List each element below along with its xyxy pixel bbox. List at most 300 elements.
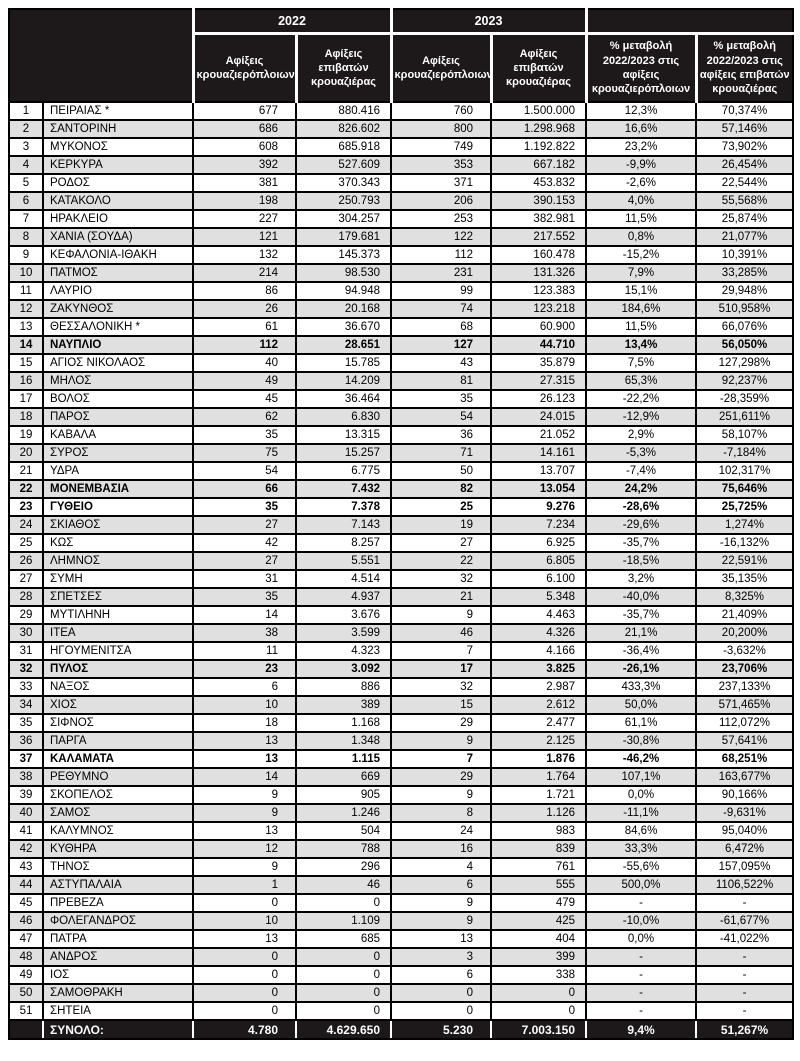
ships-2022: 14 [193, 768, 296, 786]
pct-change-ships: 11,5% [586, 210, 696, 228]
row-number: 9 [9, 246, 43, 264]
pct-change-passengers: 92,237% [696, 372, 793, 390]
pct-change-passengers: 75,646% [696, 480, 793, 498]
row-number: 38 [9, 768, 43, 786]
row-number: 33 [9, 678, 43, 696]
pct-change-passengers: 29,948% [696, 282, 793, 300]
port-name: ΘΕΣΣΑΛΟΝΙΚΗ * [43, 318, 193, 336]
pct-change-passengers: 237,133% [696, 678, 793, 696]
ships-2023: 19 [391, 516, 491, 534]
row-number: 15 [9, 354, 43, 372]
pct-change-ships: -46,2% [586, 750, 696, 768]
ships-2022: 198 [193, 192, 296, 210]
port-name: ΛΗΜΝΟΣ [43, 552, 193, 570]
port-name: ΗΡΑΚΛΕΙΟ [43, 210, 193, 228]
port-name: ΤΗΝΟΣ [43, 858, 193, 876]
pct-change-ships: -10,0% [586, 912, 696, 930]
row-number: 39 [9, 786, 43, 804]
pct-change-passengers: - [696, 894, 793, 912]
port-name: ΚΑΛΥΜΝΟΣ [43, 822, 193, 840]
col-header-ships-2023: Αφίξεις κρουαζιερόπλοιων [391, 34, 491, 103]
ships-2023: 0 [391, 984, 491, 1002]
pct-change-ships: 16,6% [586, 120, 696, 138]
port-name: ΣΠΕΤΣΕΣ [43, 588, 193, 606]
passengers-2023: 217.552 [491, 228, 586, 246]
col-header-pct-change-passengers: % μεταβολή 2022/2023 στις αφίξεις επιβατών κρουαζιέρας [696, 34, 793, 103]
pct-change-passengers: - [696, 948, 793, 966]
passengers-2023: 26.123 [491, 390, 586, 408]
passengers-2022: 145.373 [296, 246, 391, 264]
passengers-2023: 338 [491, 966, 586, 984]
row-number: 20 [9, 444, 43, 462]
pct-change-ships: -28,6% [586, 498, 696, 516]
row-number: 41 [9, 822, 43, 840]
pct-change-passengers: 112,072% [696, 714, 793, 732]
ships-2023: 29 [391, 714, 491, 732]
ships-2022: 13 [193, 930, 296, 948]
passengers-2022: 0 [296, 948, 391, 966]
passengers-2022: 7.432 [296, 480, 391, 498]
pct-change-passengers: 90,166% [696, 786, 793, 804]
pct-change-passengers: -3,632% [696, 642, 793, 660]
passengers-2022: 0 [296, 966, 391, 984]
ships-2023: 43 [391, 354, 491, 372]
ships-2023: 9 [391, 786, 491, 804]
port-name: ΝΑΞΟΣ [43, 678, 193, 696]
pct-change-passengers: 157,095% [696, 858, 793, 876]
pct-change-ships: 65,3% [586, 372, 696, 390]
passengers-2023: 1.876 [491, 750, 586, 768]
row-number: 4 [9, 156, 43, 174]
table-row [9, 750, 793, 768]
row-number: 42 [9, 840, 43, 858]
pct-change-ships: 500,0% [586, 876, 696, 894]
ships-2023: 122 [391, 228, 491, 246]
passengers-2023: 0 [491, 1002, 586, 1020]
pct-change-ships: 13,4% [586, 336, 696, 354]
passengers-2022: 0 [296, 894, 391, 912]
ships-2022: 75 [193, 444, 296, 462]
passengers-2022: 8.257 [296, 534, 391, 552]
table-row [9, 372, 793, 390]
ships-2022: 26 [193, 300, 296, 318]
passengers-2023: 3.825 [491, 660, 586, 678]
table-row [9, 714, 793, 732]
pct-change-ships: 7,5% [586, 354, 696, 372]
passengers-2022: 3.676 [296, 606, 391, 624]
port-name: ΡΟΔΟΣ [43, 174, 193, 192]
pct-change-passengers: 70,374% [696, 102, 793, 120]
port-name: ΖΑΚΥΝΘΟΣ [43, 300, 193, 318]
ships-2023: 9 [391, 894, 491, 912]
row-number: 16 [9, 372, 43, 390]
pct-change-ships: -5,3% [586, 444, 696, 462]
row-number: 12 [9, 300, 43, 318]
passengers-2022: 1.348 [296, 732, 391, 750]
table-row [9, 768, 793, 786]
total-row [9, 1020, 793, 1039]
pct-change-passengers: 21,409% [696, 606, 793, 624]
passengers-2022: 36.670 [296, 318, 391, 336]
pct-change-ships: -7,4% [586, 462, 696, 480]
row-number: 44 [9, 876, 43, 894]
pct-change-passengers: 102,317% [696, 462, 793, 480]
row-number: 14 [9, 336, 43, 354]
row-number: 43 [9, 858, 43, 876]
row-number: 36 [9, 732, 43, 750]
row-number: 31 [9, 642, 43, 660]
port-name: ΚΑΛΑΜΑΤΑ [43, 750, 193, 768]
pct-change-ships: -55,6% [586, 858, 696, 876]
ships-2023: 27 [391, 534, 491, 552]
ships-2022: 0 [193, 984, 296, 1002]
total-ships-2023: 5.230 [391, 1020, 491, 1039]
row-number: 32 [9, 660, 43, 678]
row-number: 7 [9, 210, 43, 228]
passengers-2023: 4.166 [491, 642, 586, 660]
row-number: 23 [9, 498, 43, 516]
passengers-2022: 527.609 [296, 156, 391, 174]
pct-change-passengers: 66,076% [696, 318, 793, 336]
table-row [9, 624, 793, 642]
table-row [9, 840, 793, 858]
row-number: 5 [9, 174, 43, 192]
passengers-2022: 685 [296, 930, 391, 948]
passengers-2023: 9.276 [491, 498, 586, 516]
ships-2022: 45 [193, 390, 296, 408]
pct-change-passengers: 8,325% [696, 588, 793, 606]
ships-2023: 8 [391, 804, 491, 822]
table-row [9, 354, 793, 372]
table-row [9, 966, 793, 984]
pct-change-ships: -2,6% [586, 174, 696, 192]
pct-change-passengers: 23,706% [696, 660, 793, 678]
pct-change-passengers: -16,132% [696, 534, 793, 552]
ships-2023: 6 [391, 876, 491, 894]
pct-change-passengers: - [696, 1002, 793, 1020]
passengers-2022: 98.530 [296, 264, 391, 282]
port-name: ΠΑΡΟΣ [43, 408, 193, 426]
ships-2022: 392 [193, 156, 296, 174]
passengers-2023: 160.478 [491, 246, 586, 264]
port-name: ΡΕΘΥΜΝΟ [43, 768, 193, 786]
pct-change-ships: 12,3% [586, 102, 696, 120]
passengers-2023: 425 [491, 912, 586, 930]
table-row [9, 930, 793, 948]
passengers-2023: 1.192.822 [491, 138, 586, 156]
passengers-2023: 2.987 [491, 678, 586, 696]
ships-2022: 27 [193, 552, 296, 570]
pct-change-ships: -35,7% [586, 534, 696, 552]
pct-change-passengers: 68,251% [696, 750, 793, 768]
ships-2023: 54 [391, 408, 491, 426]
pct-change-passengers: 95,040% [696, 822, 793, 840]
port-name: ΚΑΤΑΚΟΛΟ [43, 192, 193, 210]
pct-change-passengers: - [696, 984, 793, 1002]
port-name: ΠΑΤΡΑ [43, 930, 193, 948]
passengers-2023: 4.463 [491, 606, 586, 624]
ships-2022: 14 [193, 606, 296, 624]
port-name: ΣΑΜΟΣ [43, 804, 193, 822]
port-name: ΚΕΦΑΛΟΝΙΑ-ΙΘΑΚΗ [43, 246, 193, 264]
passengers-2022: 905 [296, 786, 391, 804]
pct-change-passengers: 26,454% [696, 156, 793, 174]
passengers-2023: 44.710 [491, 336, 586, 354]
corner-cell [9, 9, 193, 102]
passengers-2022: 886 [296, 678, 391, 696]
port-name: ΑΓΙΟΣ ΝΙΚΟΛΑΟΣ [43, 354, 193, 372]
pct-change-ships: - [586, 948, 696, 966]
port-name: ΣΑΝΤΟΡΙΝΗ [43, 120, 193, 138]
table-row [9, 516, 793, 534]
passengers-2023: 24.015 [491, 408, 586, 426]
table-row [9, 174, 793, 192]
port-name: ΑΝΔΡΟΣ [43, 948, 193, 966]
pct-change-ships: -22,2% [586, 390, 696, 408]
passengers-2023: 1.298.968 [491, 120, 586, 138]
total-pct-change-ships: 9,4% [586, 1020, 696, 1039]
passengers-2022: 250.793 [296, 192, 391, 210]
pct-change-passengers: 163,677% [696, 768, 793, 786]
ships-2022: 132 [193, 246, 296, 264]
port-name: ΠΥΛΟΣ [43, 660, 193, 678]
pct-change-passengers: 33,285% [696, 264, 793, 282]
passengers-2022: 669 [296, 768, 391, 786]
table-row [9, 876, 793, 894]
pct-change-passengers: 22,591% [696, 552, 793, 570]
table-row [9, 102, 793, 120]
pct-change-passengers: 57,641% [696, 732, 793, 750]
port-name: ΚΩΣ [43, 534, 193, 552]
passengers-2023: 1.126 [491, 804, 586, 822]
row-number: 47 [9, 930, 43, 948]
row-number: 49 [9, 966, 43, 984]
ships-2023: 800 [391, 120, 491, 138]
pct-change-ships: 0,8% [586, 228, 696, 246]
passengers-2022: 826.602 [296, 120, 391, 138]
pct-change-ships: -40,0% [586, 588, 696, 606]
passengers-2022: 7.378 [296, 498, 391, 516]
passengers-2023: 131.326 [491, 264, 586, 282]
ships-2023: 371 [391, 174, 491, 192]
passengers-2023: 1.721 [491, 786, 586, 804]
passengers-2023: 2.125 [491, 732, 586, 750]
pct-change-ships: -36,4% [586, 642, 696, 660]
ships-2023: 0 [391, 1002, 491, 1020]
total-label: ΣΥΝΟΛΟ: [43, 1020, 193, 1039]
ships-2023: 71 [391, 444, 491, 462]
pct-change-ships: - [586, 984, 696, 1002]
passengers-2023: 399 [491, 948, 586, 966]
table-row [9, 300, 793, 318]
ships-2022: 0 [193, 1002, 296, 1020]
pct-change-ships: 21,1% [586, 624, 696, 642]
passengers-2023: 6.925 [491, 534, 586, 552]
port-name: ΥΔΡΑ [43, 462, 193, 480]
ships-2023: 7 [391, 750, 491, 768]
passengers-2022: 28.651 [296, 336, 391, 354]
passengers-2022: 5.551 [296, 552, 391, 570]
table-row [9, 534, 793, 552]
port-name: ΠΑΤΜΟΣ [43, 264, 193, 282]
pct-change-passengers: 127,298% [696, 354, 793, 372]
passengers-2022: 788 [296, 840, 391, 858]
pct-change-ships: -11,1% [586, 804, 696, 822]
row-number: 11 [9, 282, 43, 300]
ships-2023: 17 [391, 660, 491, 678]
passengers-2022: 880.416 [296, 102, 391, 120]
ships-2022: 0 [193, 966, 296, 984]
ships-2023: 68 [391, 318, 491, 336]
ships-2022: 6 [193, 678, 296, 696]
col-header-passengers-2022: Αφίξεις επιβατών κρουαζιέρας [296, 34, 391, 103]
table-row [9, 858, 793, 876]
ships-2022: 86 [193, 282, 296, 300]
pct-change-passengers: 6,472% [696, 840, 793, 858]
passengers-2023: 983 [491, 822, 586, 840]
passengers-2022: 304.257 [296, 210, 391, 228]
port-name: ΑΣΤΥΠΑΛΑΙΑ [43, 876, 193, 894]
table-row [9, 894, 793, 912]
row-number: 17 [9, 390, 43, 408]
passengers-2023: 123.218 [491, 300, 586, 318]
ships-2023: 127 [391, 336, 491, 354]
pct-change-passengers: -9,631% [696, 804, 793, 822]
row-number: 35 [9, 714, 43, 732]
row-number: 48 [9, 948, 43, 966]
port-name: ΜΗΛΟΣ [43, 372, 193, 390]
passengers-2022: 94.948 [296, 282, 391, 300]
total-pct-change-passengers: 51,267% [696, 1020, 793, 1039]
passengers-2023: 1.764 [491, 768, 586, 786]
port-name: ΧΙΟΣ [43, 696, 193, 714]
pct-change-passengers: 25,725% [696, 498, 793, 516]
table-row [9, 210, 793, 228]
row-number: 28 [9, 588, 43, 606]
port-name: ΚΕΡΚΥΡΑ [43, 156, 193, 174]
ships-2023: 231 [391, 264, 491, 282]
passengers-2023: 4.326 [491, 624, 586, 642]
port-name: ΣΙΦΝΟΣ [43, 714, 193, 732]
ships-2023: 9 [391, 912, 491, 930]
ships-2023: 21 [391, 588, 491, 606]
pct-change-ships: 23,2% [586, 138, 696, 156]
pct-change-ships: 11,5% [586, 318, 696, 336]
passengers-2022: 1.109 [296, 912, 391, 930]
ships-2022: 42 [193, 534, 296, 552]
pct-change-ships: 0,0% [586, 930, 696, 948]
passengers-2022: 0 [296, 1002, 391, 1020]
ships-2023: 99 [391, 282, 491, 300]
table-row [9, 984, 793, 1002]
passengers-2023: 6.805 [491, 552, 586, 570]
pct-change-ships: -12,9% [586, 408, 696, 426]
table-row [9, 498, 793, 516]
row-number: 10 [9, 264, 43, 282]
ships-2023: 112 [391, 246, 491, 264]
passengers-2023: 6.100 [491, 570, 586, 588]
pct-change-ships: 84,6% [586, 822, 696, 840]
table-row [9, 318, 793, 336]
year-header-2022: 2022 [193, 9, 391, 34]
ships-2022: 27 [193, 516, 296, 534]
col-header-ships-2022: Αφίξεις κρουαζιερόπλοιων [193, 34, 296, 103]
pct-change-ships: -15,2% [586, 246, 696, 264]
row-number: 50 [9, 984, 43, 1002]
passengers-2023: 453.832 [491, 174, 586, 192]
row-number: 6 [9, 192, 43, 210]
pct-change-ships: 7,9% [586, 264, 696, 282]
year-header-2023: 2023 [391, 9, 586, 34]
passengers-2022: 15.785 [296, 354, 391, 372]
ships-2023: 4 [391, 858, 491, 876]
passengers-2022: 4.937 [296, 588, 391, 606]
ships-2022: 13 [193, 750, 296, 768]
table-row [9, 426, 793, 444]
port-name: ΣΑΜΟΘΡΑΚΗ [43, 984, 193, 1002]
ships-2023: 36 [391, 426, 491, 444]
ships-2023: 74 [391, 300, 491, 318]
port-name: ΣΗΤΕΙΑ [43, 1002, 193, 1020]
ships-2022: 686 [193, 120, 296, 138]
ships-2023: 13 [391, 930, 491, 948]
ships-2022: 381 [193, 174, 296, 192]
ships-2023: 82 [391, 480, 491, 498]
ships-2022: 35 [193, 588, 296, 606]
ships-2022: 0 [193, 948, 296, 966]
pct-change-ships: 50,0% [586, 696, 696, 714]
blank-header-cell [586, 9, 793, 34]
pct-change-ships: -29,6% [586, 516, 696, 534]
table-row [9, 570, 793, 588]
passengers-2022: 36.464 [296, 390, 391, 408]
table-row [9, 912, 793, 930]
port-name: ΚΥΘΗΡΑ [43, 840, 193, 858]
ships-2022: 10 [193, 696, 296, 714]
ships-2022: 38 [193, 624, 296, 642]
ships-2023: 749 [391, 138, 491, 156]
passengers-2022: 0 [296, 984, 391, 1002]
passengers-2023: 5.348 [491, 588, 586, 606]
row-number: 46 [9, 912, 43, 930]
ships-2022: 12 [193, 840, 296, 858]
passengers-2023: 14.161 [491, 444, 586, 462]
pct-change-ships: 0,0% [586, 786, 696, 804]
ships-2023: 81 [391, 372, 491, 390]
row-number: 30 [9, 624, 43, 642]
ships-2022: 40 [193, 354, 296, 372]
table-row [9, 390, 793, 408]
pct-change-ships: 4,0% [586, 192, 696, 210]
pct-change-ships: - [586, 894, 696, 912]
pct-change-passengers: 22,544% [696, 174, 793, 192]
pct-change-passengers: 1,274% [696, 516, 793, 534]
passengers-2023: 60.900 [491, 318, 586, 336]
ships-2022: 9 [193, 786, 296, 804]
pct-change-passengers: 251,611% [696, 408, 793, 426]
passengers-2022: 4.323 [296, 642, 391, 660]
ships-2022: 11 [193, 642, 296, 660]
pct-change-passengers: 571,465% [696, 696, 793, 714]
ships-2023: 760 [391, 102, 491, 120]
ships-2023: 7 [391, 642, 491, 660]
passengers-2022: 370.343 [296, 174, 391, 192]
row-number: 19 [9, 426, 43, 444]
pct-change-ships: - [586, 1002, 696, 1020]
ships-2022: 112 [193, 336, 296, 354]
table-row [9, 588, 793, 606]
ships-2022: 18 [193, 714, 296, 732]
